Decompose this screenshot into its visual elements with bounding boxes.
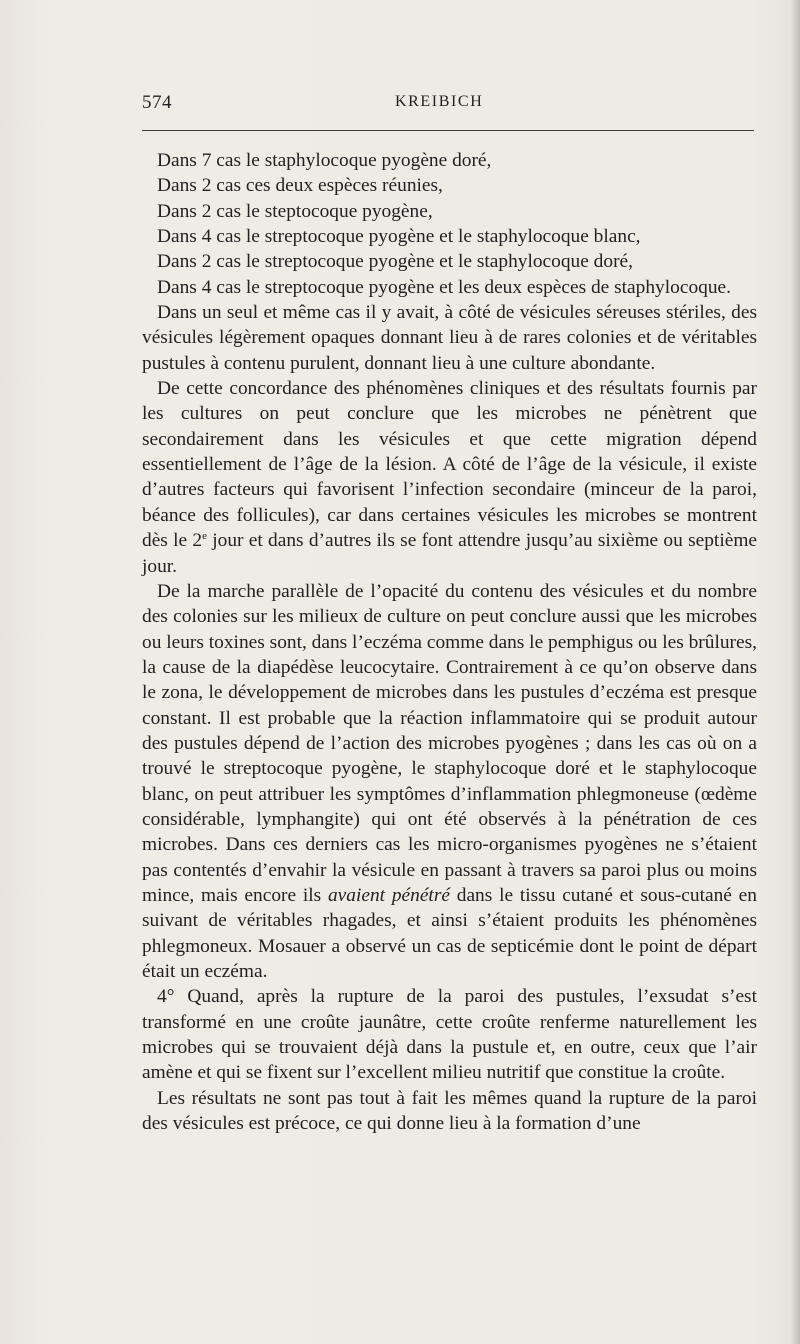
paragraph-4: Dans 4 cas le streptocoque pyogène et le staphylocoque blanc, — [157, 226, 641, 248]
paragraph-9-part-b: dans le tissu cutané et sous-cutané en suivant de véritables rhagades, et ainsi s’étaient produits les phénomènes phlegmoneux. Mosauer a observé un cas de septicémie dont le point de départ était un eczéma. — [142, 884, 757, 982]
page-header — [142, 92, 754, 116]
paragraph-6: Dans 4 cas le streptocoque pyogène et les deux espèces de staphylocoque. — [157, 276, 731, 298]
italic-phrase: avaient pénétré — [327, 884, 450, 906]
paragraph-7: Dans un seul et même cas il y avait, à côté de vésicules séreuses stériles, des vésicules légèrement opaques donnant lieu à de rares colonies et de véritables pustules à contenu purulent, donnant lieu à une culture abondante. — [142, 302, 757, 374]
header-rule — [142, 130, 754, 131]
page-edge-shadow — [790, 0, 800, 1344]
superscript-e: e — [202, 530, 207, 543]
paragraph-9 — [142, 579, 757, 985]
paragraph-8-part-a: De cette concordance des phénomènes cliniques et des résultats fournis par les cultures on peut conclure que les microbes ne pénètrent que secondairement dans les vésicules et que cette migration dépend essentiellement de l’âge de la lésion. A côté de l’âge de la vésicule, il existe d’autres facteurs qui favorisent l’infection secondaire (minceur de la paroi, béance des follicules), car dans certaines vésicules les microbes se montrent dès le 2 — [142, 378, 757, 552]
page-number: 574 — [142, 92, 172, 113]
paragraph-10: 4° Quand, après la rupture de la paroi des pustules, l’exsudat s’est transformé en une croûte jaunâtre, cette croûte renferme naturellement les microbes qui se trouvaient déjà dans la pustule et, en outre, ceux que l’air amène et qui se fixent sur l’excellent milieu nutritif que constitue la croûte. — [142, 986, 757, 1084]
paragraph-8-part-b: jour et dans d’autres ils se font attendre jusqu’au sixième ou septième jour. — [142, 530, 758, 577]
body-text — [142, 148, 757, 1136]
running-head: KREIBICH — [395, 93, 484, 110]
paragraph-1: Dans 7 cas le staphylocoque pyogène doré, — [157, 150, 492, 171]
paragraph-5: Dans 2 cas le streptocoque pyogène et le staphylocoque doré, — [157, 251, 633, 273]
paragraph-2: Dans 2 cas ces deux espèces réunies, — [157, 175, 443, 197]
paragraph-9-part-a: De la marche parallèle de l’opacité du contenu des vésicules et du nombre des colonies sur les milieux de culture on peut conclure aussi que les microbes ou leurs toxines sont, dans l’eczéma comme dans le pemphigus ou les brûlures, la cause de la diapédèse leucocytaire. Contrairement à ce qu’on observe dans le zona, le développement de microbes dans les pustules d’eczéma est presque constant. Il est probable que la réaction inflammatoire qui se produit autour des pustules dépend de l’action des microbes pyogènes ; dans les cas où on a trouvé le streptocoque pyogène, le staphylocoque doré et le staphylocoque blanc, on peut attribuer les symptômes d’inflammation phlegmoneuse (œdème considérable, lymphangite) qui ont été observés à la pénétration de ces microbes. Dans ces derniers cas les micro-organismes pyogènes ne s’étaient pas contentés d’envahir la vésicule en passant à travers sa paroi plus ou moins mince, mais encore ils — [142, 580, 757, 906]
paragraph-3: Dans 2 cas le steptocoque pyogène, — [157, 200, 433, 222]
paragraph-11: Les résultats ne sont pas tout à fait les mêmes quand la rupture de la paroi des vésicules est précoce, ce qui donne lieu à la formation d’une — [142, 1087, 757, 1135]
paragraph-8 — [142, 376, 757, 579]
